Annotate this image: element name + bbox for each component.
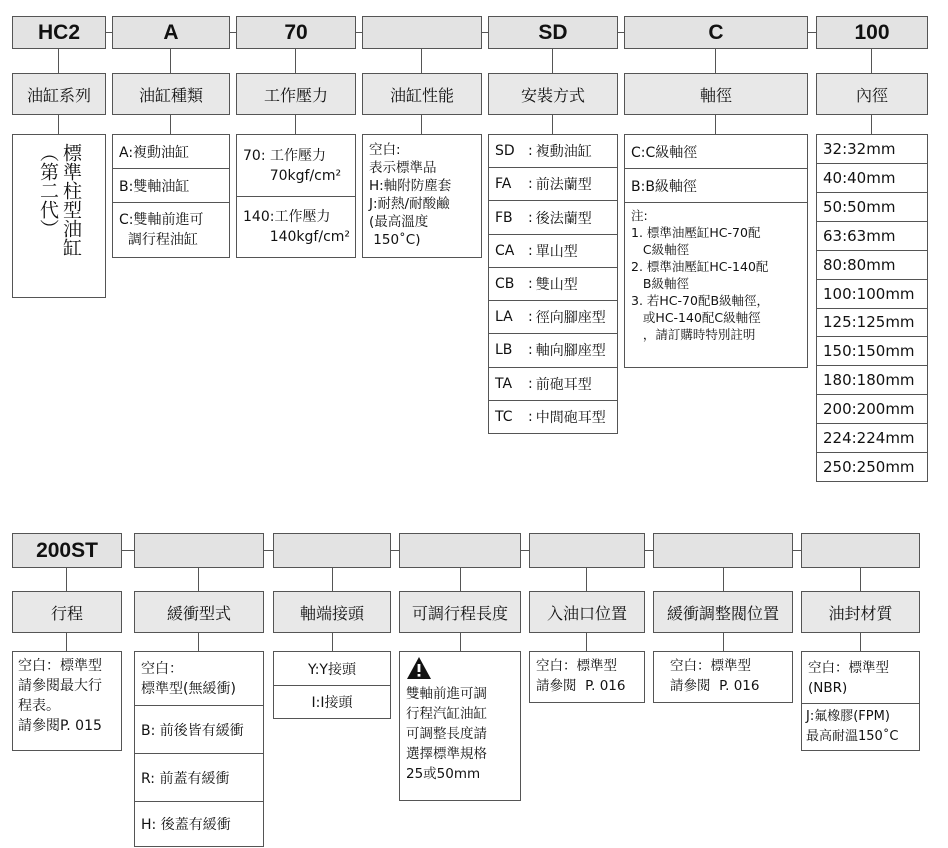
oil-inlet-box: 空白：標準型 請參閱 P. 016: [529, 651, 645, 703]
connector: [586, 633, 587, 651]
code-mounting: SD: [488, 16, 618, 49]
connector: [198, 568, 199, 591]
connector: [460, 633, 461, 651]
list-item: B:雙軸油缸: [113, 169, 229, 203]
code-rod-end: [273, 533, 391, 568]
mounting-desc: 前砲耳型: [535, 376, 592, 393]
mounting-desc: 前法蘭型: [535, 177, 592, 194]
bore-row: 100:100mm: [817, 280, 927, 309]
bore-row: 224:224mm: [817, 424, 927, 453]
series-main: 標準柱型油缸: [60, 143, 82, 257]
code-cushion-valve: [653, 533, 793, 568]
seal-box: [801, 651, 920, 751]
header-bore: 內徑: [816, 73, 928, 115]
mounting-code: LA: [495, 309, 513, 326]
list-item: 70: 工作壓力 70kgf/cm²: [237, 135, 355, 197]
list-item: R: 前蓋有緩衝: [135, 754, 263, 802]
code-series: HC2: [12, 16, 106, 49]
header-adj-stroke: 可調行程長度: [399, 591, 521, 633]
connector: [58, 115, 59, 134]
code-pressure: 70: [236, 16, 356, 49]
warning-triangle-icon: [406, 656, 432, 680]
adj-stroke-box: [399, 651, 521, 801]
rod-note: 注: 1. 標準油壓缸HC-70配 C級軸徑 2. 標準油壓缸HC-140配 B級軸徑 3. 若HC-70配B級軸徑， 或HC-140配C級軸徑 ，請訂購時特別註明: [631, 208, 770, 342]
list-item: 140:工作壓力 140kgf/cm²: [243, 209, 351, 245]
connector: [460, 568, 461, 591]
header-cushion: 緩衝型式: [134, 591, 264, 633]
header-series: 油缸系列: [12, 73, 106, 115]
bore-box: [816, 134, 928, 482]
code-bore: 100: [816, 16, 928, 49]
header-oil-inlet: 入油口位置: [529, 591, 645, 633]
connector: [58, 49, 59, 73]
header-type: 油缸種類: [112, 73, 230, 115]
list-item: C:C級軸徑: [625, 135, 807, 169]
stroke-box: 空白：標準型 請參閱最大行 程表。 請參閱P. 015: [12, 651, 122, 751]
rod-box: [624, 134, 808, 368]
header-rod-end: 軸端接頭: [273, 591, 391, 633]
mounting-desc: 後法蘭型: [535, 210, 592, 227]
connector: [295, 115, 296, 134]
mounting-row: FB : 後法蘭型: [489, 201, 617, 234]
header-stroke: 行程: [12, 591, 122, 633]
pressure-box: [236, 134, 356, 258]
bore-row: 63:63mm: [817, 222, 927, 251]
bore-row: 125:125mm: [817, 309, 927, 338]
connector: [295, 49, 296, 73]
connector: [715, 49, 716, 73]
mounting-code: TA: [495, 375, 513, 392]
mounting-row: LB : 軸向腳座型: [489, 334, 617, 367]
list-item: I:I接頭: [311, 695, 353, 711]
cushion-box: [134, 651, 264, 847]
list-item: C:雙軸前進可 調行程油缸: [119, 212, 204, 248]
connector: [332, 633, 333, 651]
list-item: A:複動油缸: [113, 135, 229, 169]
mounting-code: SD: [495, 143, 515, 160]
cushion-valve-box: 空白：標準型 請參閱 P. 016: [653, 651, 793, 703]
series-box: [12, 134, 106, 298]
connector: [552, 49, 553, 73]
connector: [198, 633, 199, 651]
list-item: B:B級軸徑: [625, 169, 807, 203]
code-stroke: 200ST: [12, 533, 122, 568]
performance-box: 空白: 表示標準品 H:軸附防塵套 J:耐熱/耐酸鹼 (最高溫度 150˚C): [362, 134, 482, 258]
header-seal: 油封材質: [801, 591, 920, 633]
type-box: [112, 134, 230, 258]
connector: [421, 115, 422, 134]
mounting-code: TC: [495, 408, 513, 425]
code-rod: C: [624, 16, 808, 49]
code-performance: [362, 16, 482, 49]
mounting-box: [488, 134, 618, 434]
connector: [871, 115, 872, 134]
connector: [723, 568, 724, 591]
bore-row: 50:50mm: [817, 193, 927, 222]
connector: [723, 633, 724, 651]
connector: [421, 49, 422, 73]
mounting-code: FA: [495, 176, 512, 193]
mounting-row: SD : 複動油缸: [489, 135, 617, 168]
bore-row: 40:40mm: [817, 164, 927, 193]
mounting-row: CA : 單山型: [489, 235, 617, 268]
header-cushion-valve: 緩衝調整閥位置: [653, 591, 793, 633]
mounting-row: TC : 中間砲耳型: [495, 408, 606, 426]
mounting-row: LA : 徑向腳座型: [489, 301, 617, 334]
code-type: A: [112, 16, 230, 49]
bore-row: 250:250mm: [823, 458, 915, 477]
bore-row: 200:200mm: [817, 395, 927, 424]
connector: [860, 568, 861, 591]
mounting-desc: 軸向腳座型: [535, 343, 606, 360]
connector: [715, 115, 716, 134]
mounting-row: TA : 前砲耳型: [489, 368, 617, 401]
series-sub: （第二代）: [37, 143, 59, 238]
bore-row: 32:32mm: [817, 135, 927, 164]
connector: [860, 633, 861, 651]
header-performance: 油缸性能: [362, 73, 482, 115]
code-oil-inlet: [529, 533, 645, 568]
connector: [66, 568, 67, 591]
connector: [332, 568, 333, 591]
code-adj-stroke: [399, 533, 521, 568]
connector: [170, 115, 171, 134]
mounting-desc: 複動油缸: [535, 144, 592, 161]
mounting-desc: 中間砲耳型: [535, 409, 606, 426]
connector: [871, 49, 872, 73]
code-cushion: [134, 533, 264, 568]
mounting-code: FB: [495, 209, 513, 226]
list-item: 空白： 標準型(無緩衝): [135, 652, 263, 706]
bore-row: 150:150mm: [817, 337, 927, 366]
list-item: Y:Y接頭: [274, 652, 390, 686]
bore-row: 180:180mm: [817, 366, 927, 395]
list-item: 空白：標準型 (NBR): [802, 652, 919, 704]
rod-end-box: [273, 651, 391, 719]
mounting-row: FA : 前法蘭型: [489, 168, 617, 201]
header-pressure: 工作壓力: [236, 73, 356, 115]
mounting-code: CB: [495, 275, 515, 292]
connector: [66, 633, 67, 651]
connector: [170, 49, 171, 73]
code-seal: [801, 533, 920, 568]
connector: [586, 568, 587, 591]
connector: [552, 115, 553, 134]
list-item: B: 前後皆有緩衝: [135, 706, 263, 754]
mounting-desc: 徑向腳座型: [535, 310, 606, 327]
bore-row: 80:80mm: [817, 251, 927, 280]
mounting-row: CB : 雙山型: [489, 268, 617, 301]
header-mounting: 安裝方式: [488, 73, 618, 115]
adj-stroke-text: 雙軸前進可調 行程汽缸油缸 可調整長度請 選擇標準規格 25或50mm: [406, 686, 487, 782]
mounting-code: LB: [495, 342, 513, 359]
mounting-desc: 雙山型: [535, 276, 578, 293]
list-item: H: 後蓋有緩衝: [141, 817, 231, 833]
header-rod: 軸徑: [624, 73, 808, 115]
list-item: J:氟橡膠(FPM) 最高耐溫150˚C: [806, 709, 899, 744]
mounting-code: CA: [495, 242, 515, 259]
mounting-desc: 單山型: [535, 243, 578, 260]
